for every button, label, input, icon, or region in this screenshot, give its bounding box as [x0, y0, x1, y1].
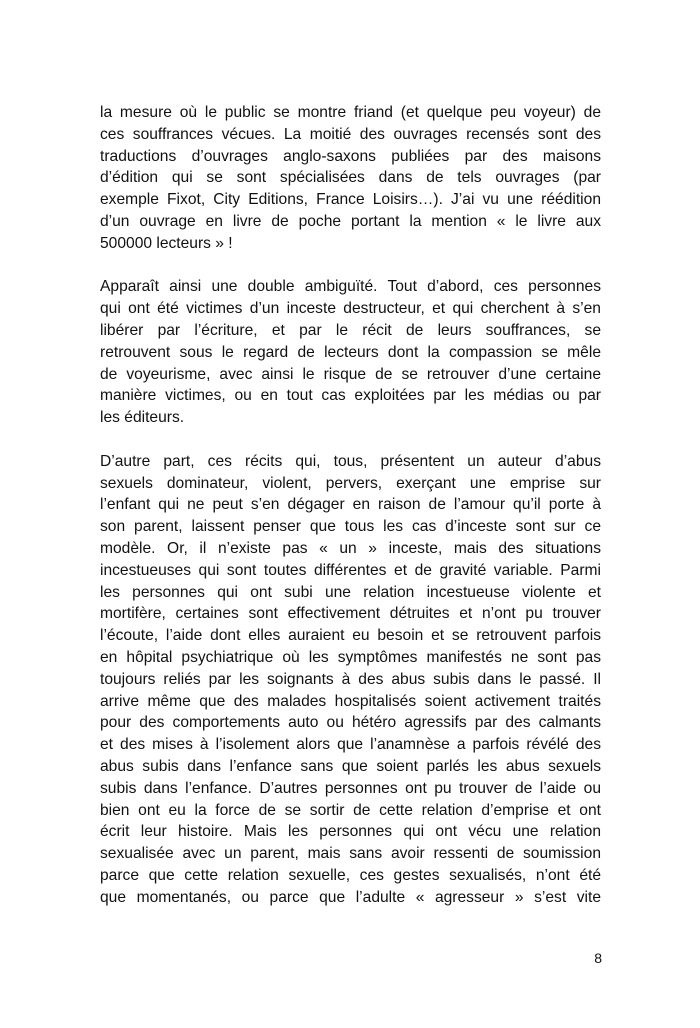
text-line: arrive même que des malades hospitalisés soient activement traités	[100, 692, 601, 710]
text-line: toujours reliés par les soignants à des abus subis dans le passé. Il	[100, 670, 601, 688]
text-line: parce que cette relation sexuelle, ces gestes sexualisés, n’ont été	[100, 866, 601, 884]
text-line: exemple Fixot, City Editions, France Loisirs…). J’ai vu une réédition	[100, 191, 601, 209]
text-line: incestueuses qui sont toutes différentes et de gravité variable. Parmi	[100, 561, 601, 579]
text-line: retrouvent sous le regard de lecteurs dont la compassion se mêle	[100, 343, 601, 361]
text-line: 500000 lecteurs » !	[100, 234, 233, 252]
text-line: qui ont été victimes d’un inceste destructeur, et qui cherchent à s’en	[100, 300, 601, 318]
text-line: d’un ouvrage en livre de poche portant la mention « le livre aux	[100, 212, 601, 230]
text-line: Apparaît ainsi une double ambiguïté. Tout d’abord, ces personnes	[100, 278, 601, 296]
text-line: la mesure où le public se montre friand (et quelque peu voyeur) de	[100, 104, 601, 121]
text-line: l’enfant qui ne peut s’en dégager en raison de l’amour qu’il porte à	[100, 496, 601, 514]
text-line: manière victimes, ou en tout cas exploitées par les médias ou par	[100, 387, 601, 405]
text-line: en hôpital psychiatrique où les symptômes manifestés ne sont pas	[100, 648, 601, 666]
text-line: l’écoute, l’aide dont elles auraient eu besoin et se retrouvent parfois	[100, 627, 601, 645]
text-line: sexuels dominateur, violent, pervers, exerçant une emprise sur	[100, 474, 601, 492]
paragraph	[100, 451, 601, 909]
text-line: et des mises à l’isolement alors que l’anamnèse a parfois révélé des	[100, 736, 601, 754]
text-line: son parent, laissent penser que tous les cas d’inceste sont sur ce	[100, 518, 601, 536]
text-line: les personnes qui ont subi une relation incestueuse violente et	[100, 583, 601, 601]
text-line: sexualisée avec un parent, mais sans avoir ressenti de soumission	[100, 845, 601, 863]
text-line: abus subis dans l’enfance sans que soient parlés les abus sexuels	[100, 757, 601, 775]
text-line: de voyeurisme, avec ainsi le risque de se retrouver d’une certaine	[100, 365, 601, 383]
text-line: subis dans l’enfance. D’autres personnes ont pu trouver de l’aide ou	[100, 779, 601, 797]
text-line: traductions d’ouvrages anglo-saxons publiées par des maisons	[100, 147, 601, 165]
text-line: d’édition qui se sont spécialisées dans de tels ouvrages (par	[100, 169, 601, 187]
paragraph	[100, 276, 601, 429]
text-line: mortifère, certaines sont effectivement détruites et n’ont pu trouver	[100, 605, 601, 623]
text-line: que momentanés, ou parce que l’adulte « agresseur » s’est vite	[100, 888, 601, 906]
text-line: D’autre part, ces récits qui, tous, présentent un auteur d’abus	[100, 452, 601, 470]
text-line: écrit leur histoire. Mais les personnes qui ont vécu une relation	[100, 823, 601, 841]
text-line: pour des comportements auto ou hétéro agressifs par des calmants	[100, 714, 601, 732]
text-line: les éditeurs.	[100, 409, 185, 427]
page-number: 8	[594, 950, 602, 966]
text-line: libérer par l’écriture, et par le récit de leurs souffrances, se	[100, 321, 601, 339]
text-line: ces souffrances vécues. La moitié des ouvrages recensés sont des	[100, 125, 601, 143]
document-body	[100, 102, 601, 930]
paragraph	[100, 102, 601, 255]
text-line: modèle. Or, il n’existe pas « un » inceste, mais des situations	[100, 539, 601, 557]
text-line: bien ont eu la force de se sortir de cette relation d’emprise et ont	[100, 801, 601, 819]
